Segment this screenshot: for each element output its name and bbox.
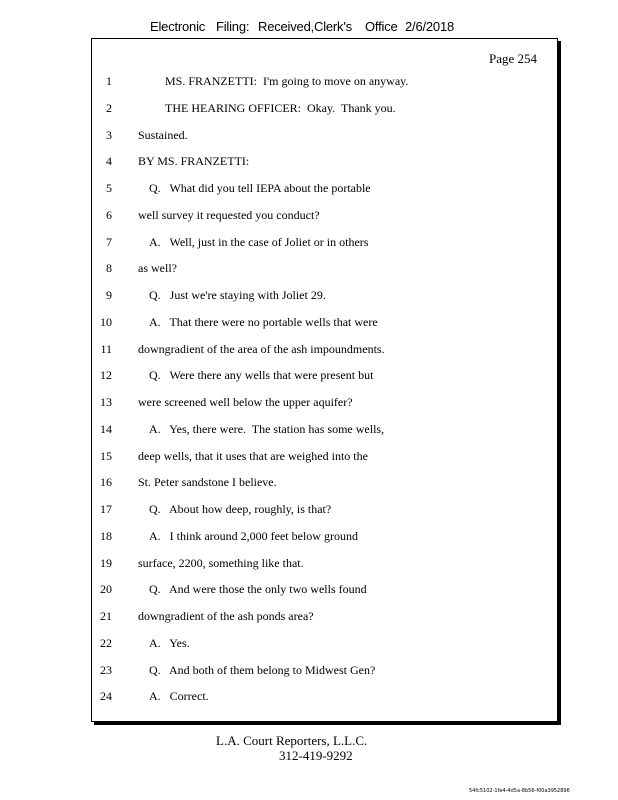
line-text: deep wells, that it uses that are weighed into the — [138, 448, 368, 463]
line-text: MS. FRANZETTI: I'm going to move on anyway. — [165, 74, 409, 88]
line-text: St. Peter sandstone I believe. — [138, 475, 277, 490]
line-text: surface, 2200, something like that. — [138, 555, 304, 570]
header-office: Office — [365, 19, 398, 34]
transcript-line — [92, 181, 557, 201]
line-number: 7 — [106, 234, 112, 249]
transcript-line — [92, 636, 557, 656]
transcript-line — [92, 342, 557, 362]
line-number: 17 — [100, 502, 112, 516]
line-text: were screened well below the upper aquifer? — [138, 395, 353, 409]
transcript-line — [92, 288, 557, 308]
line-text: THE HEARING OFFICER: Okay. Thank you. — [165, 100, 396, 115]
transcript-line — [92, 315, 557, 335]
line-number: 1 — [106, 74, 112, 88]
line-text: A. Yes, there were. The station has some wells, — [149, 421, 385, 436]
transcript-line — [92, 422, 557, 442]
header-electronic: Electronic — [150, 19, 206, 34]
line-text: Q. Just we're staying with Joliet 29. — [149, 288, 326, 302]
line-number: 12 — [100, 368, 112, 383]
line-number: 15 — [100, 448, 112, 463]
footer — [216, 733, 367, 763]
line-number: 5 — [106, 181, 112, 195]
header-filing: Filing: — [216, 19, 250, 34]
line-number: 21 — [100, 609, 112, 623]
transcript-line — [92, 582, 557, 602]
transcript-line — [92, 261, 557, 281]
transcript-line — [92, 689, 557, 709]
transcript-line — [92, 128, 557, 148]
line-number: 24 — [100, 689, 112, 704]
transcript-page — [91, 38, 558, 722]
line-number: 3 — [106, 127, 112, 142]
line-number: 14 — [100, 421, 112, 436]
transcript-line — [92, 556, 557, 576]
line-number: 19 — [100, 555, 112, 570]
transcript-line — [92, 449, 557, 469]
transcript-line — [92, 208, 557, 228]
transcript-line — [92, 502, 557, 522]
transcript-line — [92, 74, 557, 94]
footer-company: L.A. Court Reporters, L.L.C. — [216, 733, 368, 748]
line-text: A. Well, just in the case of Joliet or in others — [149, 234, 369, 249]
line-number: 10 — [100, 314, 112, 329]
page-number: Page 254 — [488, 51, 537, 66]
transcript-line — [92, 663, 557, 683]
line-number: 13 — [100, 395, 112, 409]
transcript-line — [92, 368, 557, 388]
line-text: Q. What did you tell IEPA about the portable — [149, 181, 371, 195]
line-text: A. Correct. — [149, 689, 209, 704]
line-text: Q. And both of them belong to Midwest Gen? — [149, 662, 376, 677]
transcript-line — [92, 395, 557, 415]
line-text: BY MS. FRANZETTI: — [138, 154, 250, 169]
line-number: 8 — [106, 261, 112, 276]
header-received: Received,Clerk's — [258, 19, 352, 34]
electronic-filing-header — [0, 19, 618, 37]
line-text: downgradient of the area of the ash impoundments. — [138, 341, 385, 356]
transcript-line — [92, 475, 557, 495]
line-text: Q. And were those the only two wells found — [149, 582, 367, 597]
footer-phone: 312-419-9292 — [279, 748, 353, 763]
transcript-line — [92, 154, 557, 174]
line-text: A. I think around 2,000 feet below ground — [149, 528, 358, 543]
document-hash: 54fc5102-1fe4-4d5a-8b56-f00a3952896 — [469, 788, 570, 794]
line-number: 9 — [106, 288, 112, 302]
line-number: 23 — [100, 662, 112, 677]
line-number: 20 — [100, 582, 112, 597]
line-number: 22 — [100, 635, 112, 650]
transcript-line — [92, 609, 557, 629]
transcript-line — [92, 101, 557, 121]
line-number: 16 — [100, 475, 112, 490]
transcript-line — [92, 235, 557, 255]
line-text: well survey it requested you conduct? — [138, 207, 320, 222]
line-text: A. That there were no portable wells that were — [149, 314, 378, 329]
header-date: 2/6/2018 — [405, 19, 455, 34]
line-text: Q. Were there any wells that were present but — [149, 368, 374, 383]
line-text: Sustained. — [138, 127, 188, 142]
line-text: downgradient of the ash ponds area? — [138, 609, 314, 623]
line-number: 2 — [106, 100, 112, 115]
line-number: 6 — [106, 207, 112, 222]
line-number: 4 — [106, 154, 112, 169]
line-number: 18 — [100, 528, 112, 543]
line-text: A. Yes. — [149, 635, 190, 650]
line-text: Q. About how deep, roughly, is that? — [149, 502, 332, 516]
line-number: 11 — [100, 341, 112, 356]
line-text: as well? — [138, 261, 177, 276]
transcript-line — [92, 529, 557, 549]
